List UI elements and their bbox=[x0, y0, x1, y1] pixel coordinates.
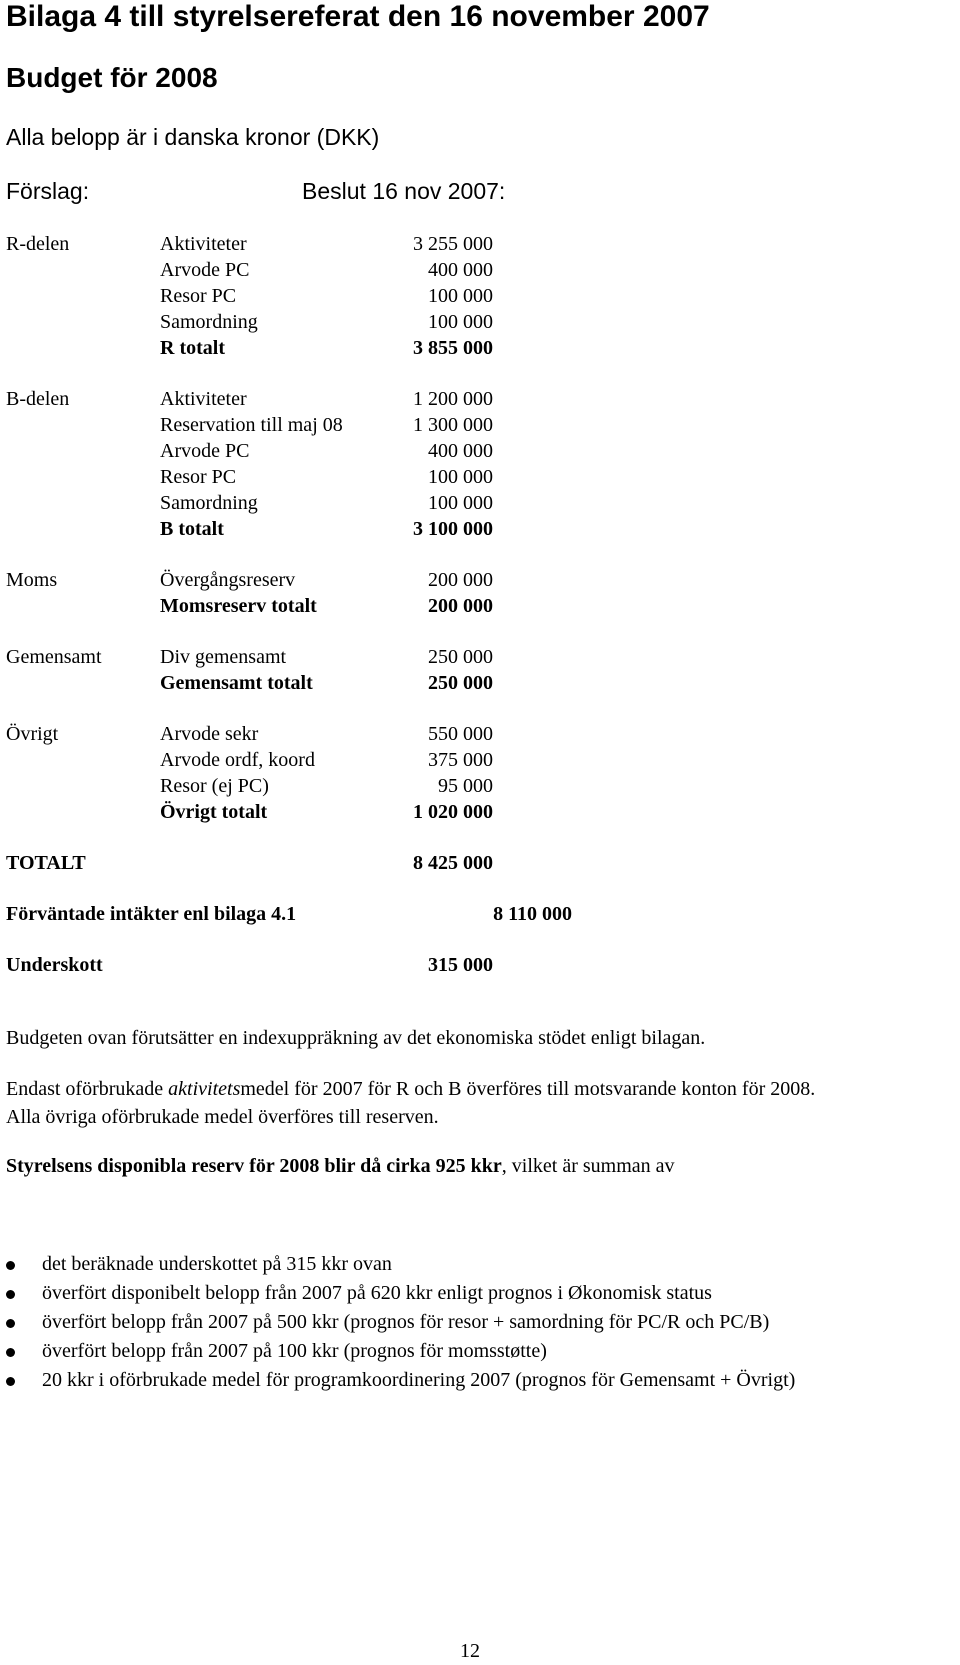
list-item bbox=[0, 1250, 795, 1279]
row-label: Aktiviteter bbox=[160, 388, 247, 410]
transfer-note-post: medel för 2007 för R och B överföres till motsvarande konton för 2008. bbox=[240, 1078, 816, 1100]
list-item bbox=[0, 1366, 795, 1395]
budget-heading: Budget för 2008 bbox=[6, 62, 218, 93]
row-amount: 100 000 bbox=[428, 285, 493, 307]
row-amount: 3 255 000 bbox=[413, 233, 493, 255]
table-row bbox=[0, 464, 960, 490]
row-label: Reservation till maj 08 bbox=[160, 414, 343, 436]
list-item-text: överfört belopp från 2007 på 100 kkr (prognos för momsstøtte) bbox=[42, 1340, 547, 1362]
list-item bbox=[0, 1279, 795, 1308]
list-item bbox=[0, 1308, 795, 1337]
table-row bbox=[0, 644, 960, 670]
section-name: R-delen bbox=[6, 233, 70, 255]
transfer-note-pre: Endast oförbrukade bbox=[6, 1078, 169, 1100]
row-label: Div gemensamt bbox=[160, 646, 287, 668]
grand-total-label: TOTALT bbox=[6, 852, 86, 874]
row-label: Resor PC bbox=[160, 285, 237, 307]
table-row bbox=[0, 231, 960, 257]
page-number: 12 bbox=[460, 1640, 480, 1662]
table-row bbox=[0, 283, 960, 309]
income-amount: 8 110 000 bbox=[493, 903, 572, 925]
row-amount: 200 000 bbox=[428, 569, 493, 591]
row-label: Samordning bbox=[160, 311, 258, 333]
row-label: Resor PC bbox=[160, 466, 237, 488]
list-item bbox=[0, 1337, 795, 1366]
bullet-icon bbox=[6, 1261, 15, 1270]
grand-total-amount: 8 425 000 bbox=[413, 852, 493, 874]
page-title: Bilaga 4 till styrelsereferat den 16 november 2007 bbox=[6, 0, 710, 33]
row-amount: 100 000 bbox=[428, 311, 493, 333]
indexing-note: Budgeten ovan förutsätter en indexuppräkning av det ekonomiska stödet enligt bilagan. bbox=[6, 1027, 706, 1049]
row-label: Resor (ej PC) bbox=[160, 775, 269, 797]
income-label: Förväntade intäkter enl bilaga 4.1 bbox=[6, 903, 297, 925]
row-amount: 100 000 bbox=[428, 492, 493, 514]
section-name: B-delen bbox=[6, 388, 70, 410]
table-row bbox=[0, 773, 960, 799]
table-row bbox=[0, 721, 960, 747]
bullet-icon bbox=[6, 1348, 15, 1357]
subtotal-row bbox=[0, 670, 960, 696]
row-amount: 1 200 000 bbox=[413, 388, 493, 410]
row-label: Övergångsreserv bbox=[160, 569, 296, 591]
row-label: Arvode ordf, koord bbox=[160, 749, 315, 771]
reserve-components-list bbox=[0, 1250, 795, 1395]
bullet-icon bbox=[6, 1290, 15, 1299]
currency-note: Alla belopp är i danska kronor (DKK) bbox=[6, 124, 380, 150]
decision-column-label: Beslut 16 nov 2007: bbox=[302, 178, 506, 204]
table-row bbox=[0, 567, 960, 593]
row-amount: 100 000 bbox=[428, 466, 493, 488]
list-item-text: det beräknade underskottet på 315 kkr ovan bbox=[42, 1253, 392, 1275]
subtotal-row bbox=[0, 516, 960, 542]
list-item-text: överfört disponibelt belopp från 2007 på 620 kkr enligt prognos i Økonomisk status bbox=[42, 1282, 712, 1304]
row-label: Arvode PC bbox=[160, 440, 250, 462]
row-amount: 1 300 000 bbox=[413, 414, 493, 436]
subtotal-row bbox=[0, 593, 960, 619]
row-amount: 375 000 bbox=[428, 749, 493, 771]
row-amount: 1 020 000 bbox=[413, 801, 493, 823]
table-row bbox=[0, 747, 960, 773]
deficit-row bbox=[0, 952, 960, 978]
row-amount: 3 100 000 bbox=[413, 518, 493, 540]
subtotal-row bbox=[0, 799, 960, 825]
row-amount: 400 000 bbox=[428, 440, 493, 462]
bullet-icon bbox=[6, 1377, 15, 1386]
deficit-amount: 315 000 bbox=[428, 954, 493, 976]
bullet-icon bbox=[6, 1319, 15, 1328]
row-label: Övrigt totalt bbox=[160, 801, 268, 823]
reserve-note bbox=[6, 1152, 675, 1180]
subtotal-row bbox=[0, 335, 960, 361]
table-row bbox=[0, 438, 960, 464]
row-label: Samordning bbox=[160, 492, 258, 514]
table-row bbox=[0, 309, 960, 335]
row-amount: 400 000 bbox=[428, 259, 493, 281]
row-amount: 250 000 bbox=[428, 646, 493, 668]
reserve-note-bold: Styrelsens disponibla reserv för 2008 blir då cirka 925 kkr bbox=[6, 1155, 502, 1177]
section-name: Gemensamt bbox=[6, 646, 102, 668]
row-amount: 200 000 bbox=[428, 595, 493, 617]
income-row bbox=[0, 901, 960, 927]
other-funds-note: Alla övriga oförbrukade medel överföres till reserven. bbox=[6, 1106, 439, 1128]
row-label: B totalt bbox=[160, 518, 224, 540]
table-row bbox=[0, 386, 960, 412]
row-label: R totalt bbox=[160, 337, 225, 359]
transfer-note bbox=[6, 1075, 815, 1103]
table-row bbox=[0, 412, 960, 438]
proposal-column-label: Förslag: bbox=[6, 178, 90, 204]
row-amount: 3 855 000 bbox=[413, 337, 493, 359]
section-name: Övrigt bbox=[6, 723, 59, 745]
list-item-text: 20 kkr i oförbrukade medel för programkoordinering 2007 (prognos för Gemensamt + Övrigt) bbox=[42, 1369, 796, 1391]
row-amount: 250 000 bbox=[428, 672, 493, 694]
row-label: Aktiviteter bbox=[160, 233, 247, 255]
table-row bbox=[0, 257, 960, 283]
row-amount: 550 000 bbox=[428, 723, 493, 745]
reserve-note-rest: , vilket är summan av bbox=[501, 1155, 675, 1177]
row-label: Momsreserv totalt bbox=[160, 595, 317, 617]
row-amount: 95 000 bbox=[438, 775, 493, 797]
grand-total-row bbox=[0, 850, 960, 876]
row-label: Arvode PC bbox=[160, 259, 250, 281]
row-label: Gemensamt totalt bbox=[160, 672, 313, 694]
transfer-note-italic: aktivitets bbox=[168, 1078, 241, 1100]
table-row bbox=[0, 490, 960, 516]
deficit-label: Underskott bbox=[6, 954, 103, 976]
list-item-text: överfört belopp från 2007 på 500 kkr (prognos för resor + samordning för PC/R och PC/B) bbox=[42, 1311, 770, 1333]
section-name: Moms bbox=[6, 569, 58, 591]
row-label: Arvode sekr bbox=[160, 723, 259, 745]
